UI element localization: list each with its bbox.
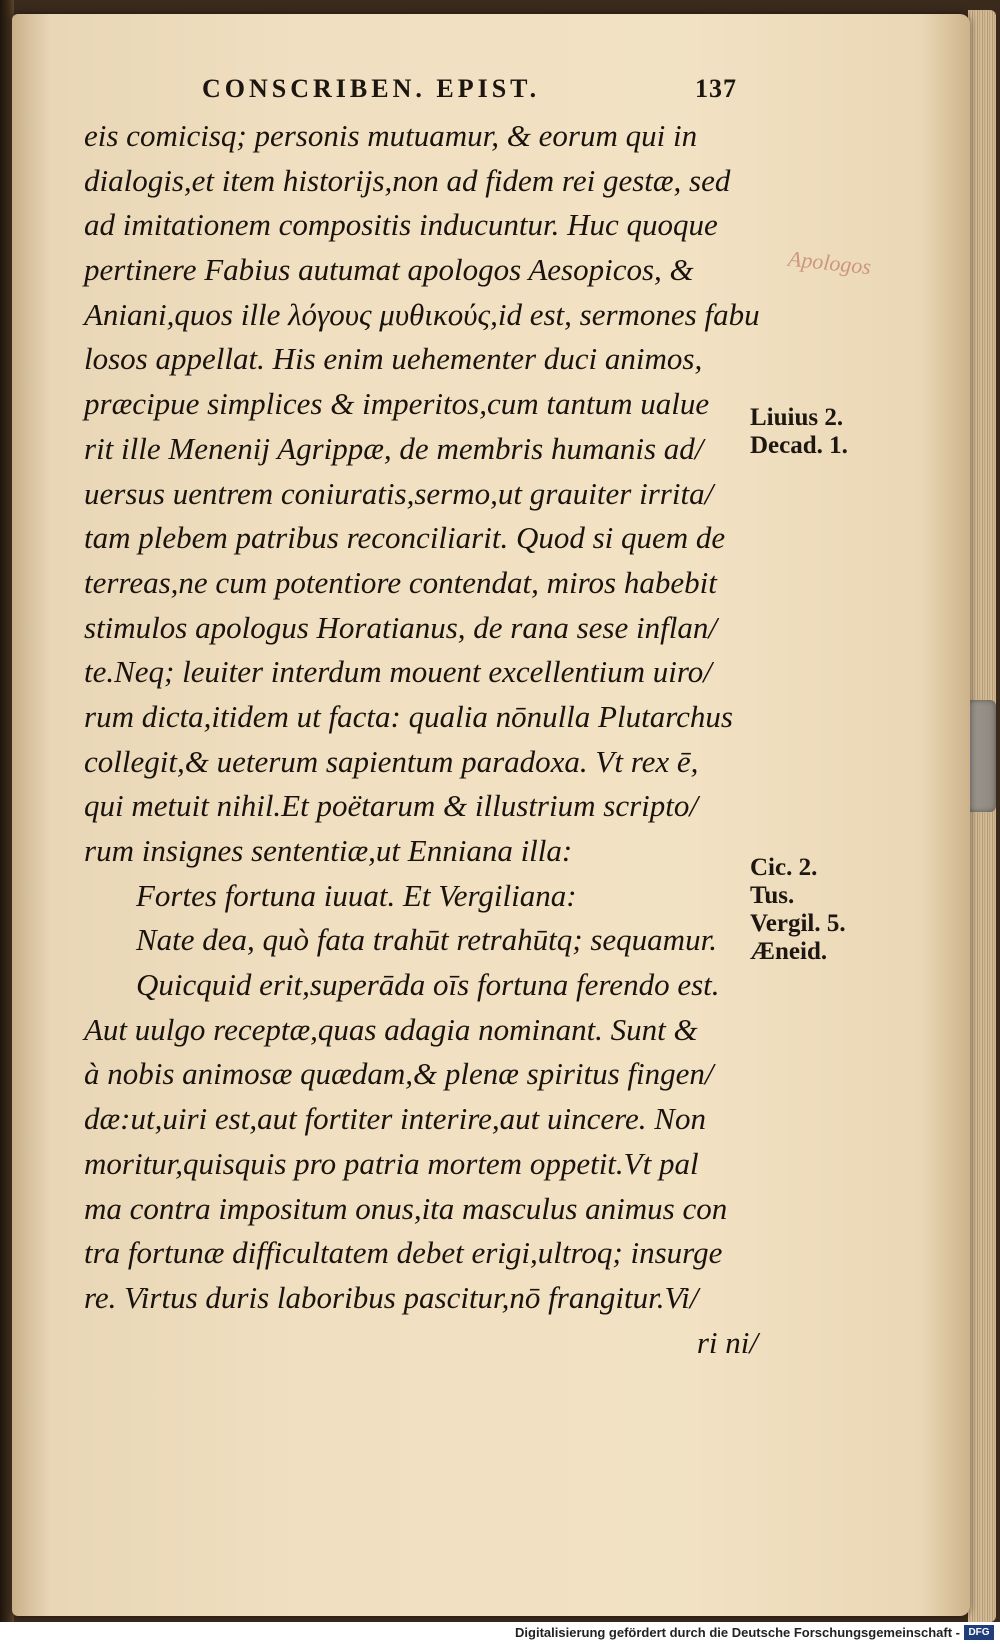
page-header	[12, 74, 970, 114]
margin-note-line: Liuius 2.	[750, 404, 844, 431]
text-line: eis comicisq; personis mutuamur, & eorum qui in	[84, 118, 698, 153]
margin-note-livius	[750, 404, 848, 460]
margin-note-line: Tus.	[750, 882, 795, 909]
text-line: Aniani,quos ille λόγους μυθικούς,id est, sermones fabu	[84, 296, 760, 332]
quote-line: Quicquid erit,superāda oīs fortuna ferendo est.	[136, 967, 720, 1003]
dfg-logo: DFG	[964, 1625, 994, 1640]
page-edges	[968, 10, 996, 1622]
text-line: præcipue simplices & imperitos,cum tantum ualue	[84, 386, 710, 422]
text-line: losos appellat. His enim uehementer duci animos,	[84, 341, 703, 377]
text-line: tra fortunæ difficultatem debet erigi,ultroq; insurge	[84, 1235, 723, 1271]
text-line: Aut uulgo receptæ,quas adagia nominant. Sunt &	[84, 1011, 698, 1047]
margin-note-vergil	[750, 910, 846, 966]
margin-note-line: Æneid.	[750, 938, 828, 965]
text-line: dialogis,et item historijs,non ad fidem rei gestæ, sed	[84, 162, 731, 198]
quote-line: Fortes fortuna iuuat. Et Vergiliana:	[136, 877, 577, 913]
funding-notice: Digitalisierung gefördert durch die Deutsche Forschungsgemeinschaft -	[515, 1625, 960, 1640]
body-text	[84, 114, 764, 1365]
margin-note-cicero	[750, 854, 817, 910]
text-line: moritur,quisquis pro patria mortem oppetit.Vt pal	[84, 1145, 699, 1181]
text-line: ma contra impositum onus,ita masculus animus con	[84, 1190, 728, 1226]
quote-line: Nate dea, quò fata trahūt retrahūtq; sequamur.	[136, 922, 717, 958]
margin-note-line: Vergil. 5.	[750, 910, 846, 937]
footer-bar	[0, 1622, 1000, 1644]
text-line: tam plebem patribus reconciliarit. Quod si quem de	[84, 520, 726, 556]
text-line: re. Virtus duris laboribus pascitur,nō frangitur.Vi/	[84, 1279, 699, 1315]
text-line: terreas,ne cum potentiore contendat, miros habebit	[84, 564, 717, 600]
text-line: uersus uentrem coniuratis,sermo,ut grauiter irrita/	[84, 475, 714, 511]
text-line: dæ:ut,uiri est,aut fortiter interire,aut uincere. Non	[84, 1101, 706, 1137]
text-line: pertinere Fabius autumat apologos Aesopicos, &	[84, 252, 694, 288]
margin-note-line: Cic. 2.	[750, 854, 818, 881]
margin-note-line: Decad. 1.	[750, 432, 848, 459]
catchword: ri ni/	[696, 1324, 758, 1360]
text-line: à nobis animosæ quædam,& plenæ spiritus fingen/	[84, 1056, 714, 1092]
text-line: stimulos apologus Horatianus, de rana sese inflan/	[84, 609, 717, 645]
running-head: CONSCRIBEN. EPIST.	[202, 74, 541, 103]
text-line: collegit,& ueterum sapientum paradoxa. Vt rex ē,	[84, 743, 699, 779]
page-number: 137	[695, 74, 737, 103]
text-line: rum insignes sententiæ,ut Enniana illa:	[84, 833, 573, 868]
text-line: ad imitationem compositis inducuntur. Huc quoque	[84, 207, 718, 243]
handwritten-annotation: Apologos	[786, 245, 873, 280]
text-line: te.Neq; leuiter interdum mouent excellentium uiro/	[84, 654, 712, 690]
book-page	[12, 14, 970, 1616]
text-line: rum dicta,itidem ut facta: qualia nōnulla Plutarchus	[84, 698, 733, 734]
text-line: qui metuit nihil.Et poëtarum & illustrium scripto/	[84, 788, 698, 824]
text-line: rit ille Menenij Agrippæ, de membris humanis ad/	[84, 430, 704, 466]
